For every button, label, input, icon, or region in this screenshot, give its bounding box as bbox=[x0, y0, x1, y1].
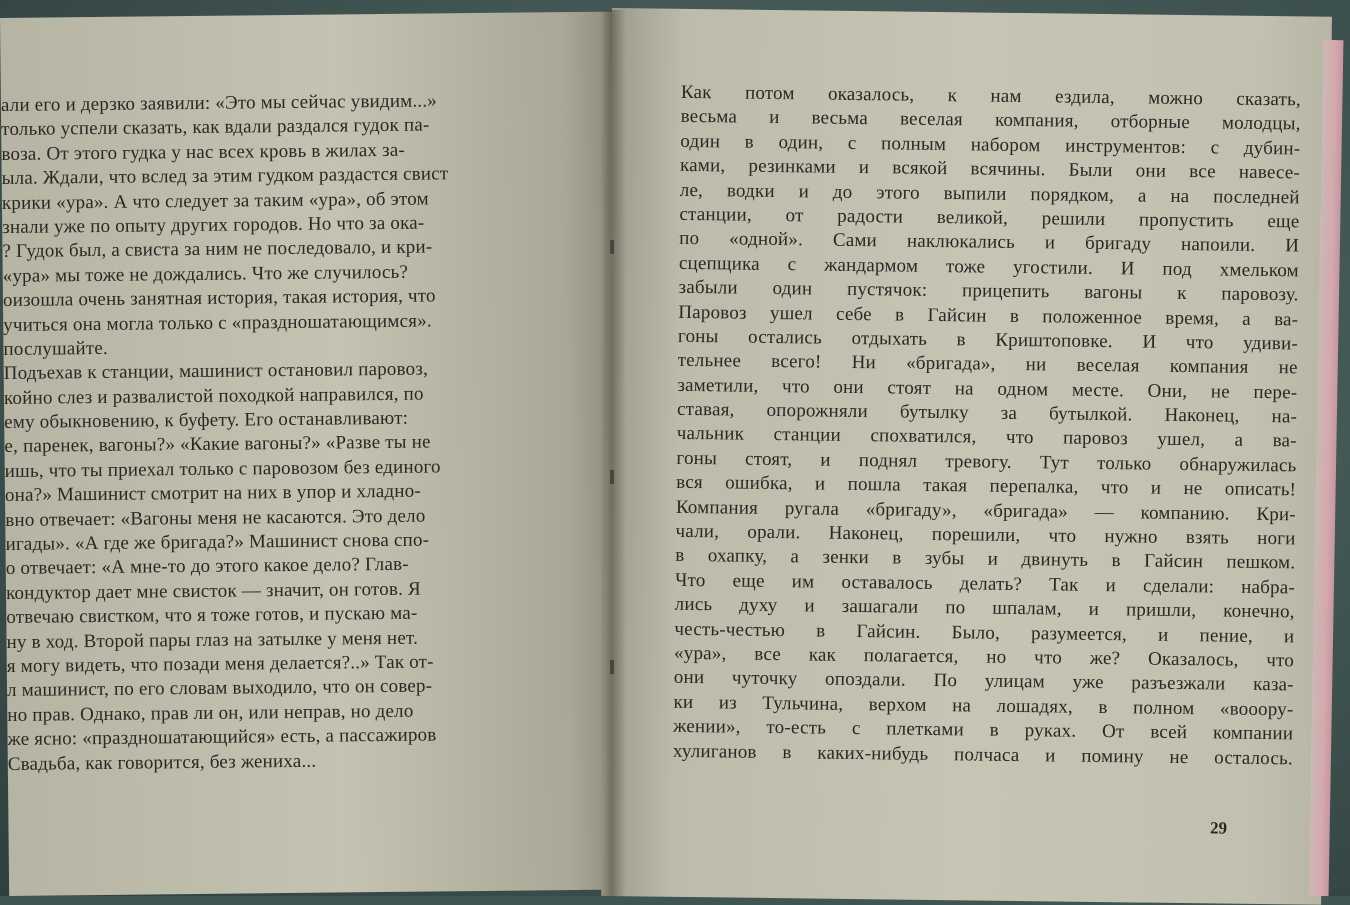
right-page-line: весьма и весьма веселая компания, отборные молодцы, bbox=[680, 106, 1301, 135]
right-page-line: Как потом оказалось, к нам ездила, можно сказать, bbox=[680, 81, 1302, 111]
left-page-line: е, паренек, вагоны?» «Какие вагоны?» «Разве ты не bbox=[4, 431, 431, 458]
right-page-line: ставая, опорожняли бутылку за бутылкой. Наконец, на- bbox=[676, 398, 1298, 428]
left-page bbox=[0, 12, 621, 896]
right-page-line: тельнее всего! Ни «бригада», ни веселая компания не bbox=[677, 350, 1298, 379]
right-page-line: жении», то-есть с плетками в руках. От всей компании bbox=[673, 715, 1294, 745]
left-page-line: «ура» мы тоже не дождались. Что же случилось? bbox=[2, 261, 409, 287]
right-page-line: гоны остались отдыхать в Криштоповке. И что удиви- bbox=[677, 325, 1299, 355]
left-page-line: же ясно: «праздношатающийся» есть, а пассажиров bbox=[7, 724, 437, 751]
right-page-line: в охапку, а зенки в зубы и двинуть в Гайсин пешком. bbox=[675, 545, 1296, 574]
right-page-line: ками, резинками и всякой всячины. Были они все навесе- bbox=[679, 155, 1301, 184]
left-page-line: учиться она могла только с «праздношатающимся». bbox=[3, 310, 432, 336]
right-page-line: забыли один пустячок: прицепить вагоны к паровозу. bbox=[678, 276, 1299, 306]
right-page-line: вся ошибка, и пошла такая перепалка, что и не описать! bbox=[676, 472, 1297, 501]
left-page-text bbox=[1, 89, 455, 777]
left-page-line: ? Гудок был, а свиста за ним не последовало, и кри- bbox=[2, 236, 433, 263]
left-page-line: послушайте. bbox=[3, 337, 109, 360]
binding-stitch bbox=[610, 660, 614, 674]
binding-stitch bbox=[610, 470, 614, 484]
right-page-line: они чуточку опоздали. По улицам уже разъезжали каза- bbox=[673, 667, 1294, 696]
left-page-line: воза. От этого гудка у нас всех кровь в жилах за- bbox=[1, 139, 406, 165]
right-page-line: ки из Тульчина, верхом на лошадях, в полном «вооору- bbox=[673, 691, 1294, 721]
left-page-line: али его и дерзко заявили: «Это мы сейчас увидим...» bbox=[0, 90, 438, 116]
left-page-line: кондуктор дает мне свисток — значит, он готов. Я bbox=[5, 578, 421, 604]
left-page-line: я могу видеть, что позади меня делается?..» Так от- bbox=[6, 651, 434, 677]
right-page-line: Паровоз ушел себе в Гайсин в положенное время, а ва- bbox=[678, 301, 1299, 330]
left-page-line: игады». «А где же бригада?» Машинист снова спо- bbox=[5, 529, 430, 556]
left-page-line: койно слез и развалистой походкой направился, по bbox=[3, 383, 424, 409]
book-spine bbox=[600, 10, 626, 896]
right-page-line: по «одной». Сами наклюкались и бригаду напоили. И bbox=[679, 228, 1300, 257]
right-page bbox=[601, 8, 1332, 905]
left-page-line: вно отвечает: «Вагоны меня не касаются. Это дело bbox=[5, 505, 426, 531]
right-page-line: чальник станции спохватился, что паровоз ушел, а ва- bbox=[676, 423, 1297, 452]
left-page-line: ыла. Ждали, что вслед за этим гудком раздастся свист bbox=[1, 163, 449, 190]
right-page-line: ле, водки и до этого выпили порядком, а на последней bbox=[679, 179, 1300, 208]
left-page-line: о отвечает: «А мне-то до этого какое дело? Глав- bbox=[5, 554, 409, 580]
right-page-line: хулиганов в каких-нибудь полчаса и помину не осталось. bbox=[672, 740, 1294, 769]
right-page-line: лись духу и зашагали по шпалам, и пришли, конечно, bbox=[674, 594, 1295, 623]
left-page-line: она?» Машинист смотрит на них в упор и хладно- bbox=[4, 480, 422, 507]
right-page-line: один в один, с полным набором инструментов: с дубин- bbox=[680, 130, 1301, 160]
left-page-line: только успели сказать, как вдали раздался гудок па- bbox=[1, 114, 430, 141]
left-page-line: л машинист, по его словам выходило, что он совер- bbox=[6, 675, 433, 702]
left-page-line: Подъехав к станции, машинист остановил паровоз, bbox=[3, 358, 429, 385]
left-page-line: но прав. Однако, прав ли он, или неправ, но дело bbox=[7, 700, 414, 726]
left-page-line: ну в ход. Второй пары глаз на затылке у меня нет. bbox=[6, 627, 419, 653]
left-page-line: оизошла очень занятная история, такая история, что bbox=[2, 285, 436, 312]
right-page-line: Компания ругала «бригаду», «бригада» — компанию. Кри- bbox=[675, 496, 1296, 526]
right-page-line: заметили, что они стоят на одном месте. Они, не пере- bbox=[677, 374, 1298, 404]
binding-stitch bbox=[610, 240, 614, 254]
left-page-line: ему обыкновению, к буфету. Его останавливают: bbox=[4, 407, 409, 434]
page-number: 29 bbox=[1209, 818, 1228, 838]
right-page-line: станции, от радости великой, решили пропустить еще bbox=[679, 203, 1300, 233]
right-page-line: гоны стоят, и поднял тревогу. Тут только обнаружилась bbox=[676, 447, 1297, 477]
left-page-line: крики «ура». А что следует за таким «ура», об этом bbox=[1, 188, 429, 214]
right-page-line: Что еще им оставалось делать? Так и сделали: набра- bbox=[674, 569, 1296, 599]
right-page-text bbox=[673, 81, 1301, 771]
left-page-line: ишь, что ты приехал только с паровозом без единого bbox=[4, 456, 441, 482]
left-page-line: знали уже по опыту других городов. Но что за ока- bbox=[2, 212, 425, 238]
right-page-line: чали, орали. Наконец, порешили, что нужно взять ноги bbox=[675, 520, 1296, 550]
left-page-line: отвечаю свистком, что я тоже готов, и пускаю ма- bbox=[6, 602, 418, 629]
right-page-line: «ура», все как полагается, но что же? Оказалось, что bbox=[673, 642, 1295, 672]
right-page-line: честь-честью в Гайсин. Было, разумеется, и пение, и bbox=[674, 618, 1295, 647]
left-page-line: Свадьба, как говорится, без жениха... bbox=[7, 750, 317, 775]
right-page-line: сцепщика с жандармом тоже угостили. И под хмельком bbox=[678, 252, 1299, 282]
